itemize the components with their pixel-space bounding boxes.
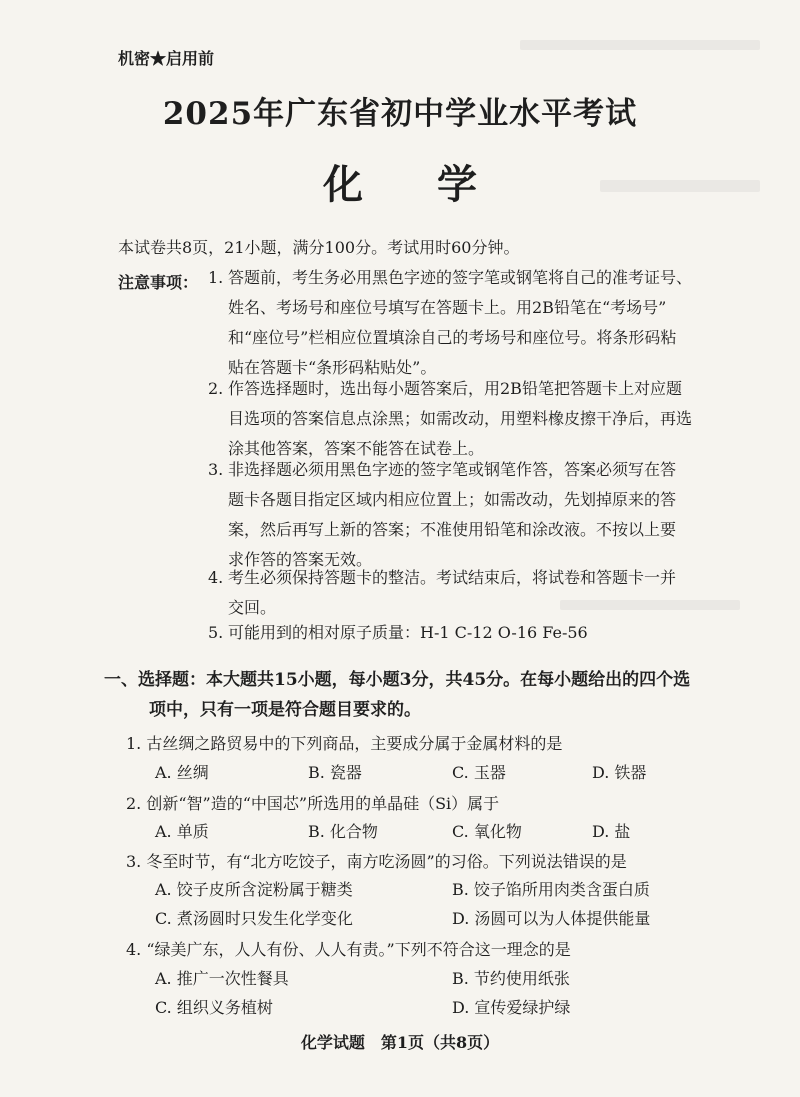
- note-item-5: [208, 618, 768, 648]
- note-number: 2.: [208, 379, 224, 398]
- question-4-option-c[interactable]: C. 组织义务植树: [155, 998, 273, 1017]
- note-item-3: [208, 455, 768, 575]
- question-3-option-d[interactable]: D. 汤圆可以为人体提供能量: [452, 909, 651, 928]
- question-2-stem: 2. 创新“智”造的“中国芯”所选用的单晶硅（Si）属于: [126, 794, 500, 813]
- note-number: 4.: [208, 568, 224, 587]
- question-2-option-d[interactable]: D. 盐: [592, 822, 631, 841]
- section-heading: [104, 665, 764, 725]
- note-line: 答题前，考生务必用黑色字迹的签字笔或钢笔将自己的准考证号、: [228, 268, 693, 287]
- question-3-option-c[interactable]: C. 煮汤圆时只发生化学变化: [155, 909, 353, 928]
- question-1-option-d[interactable]: D. 铁器: [592, 763, 647, 782]
- note-line: 求作答的答案无效。: [228, 550, 373, 569]
- note-line: 涂其他答案，答案不能答在试卷上。: [228, 439, 485, 458]
- question-3-stem: 3. 冬至时节，有“北方吃饺子，南方吃汤圆”的习俗。下列说法错误的是: [126, 852, 627, 871]
- note-number: 1.: [208, 268, 224, 287]
- note-line: 和“座位号”栏相应位置填涂自己的考场号和座位号。将条形码粘: [228, 328, 677, 347]
- confidential-label: 机密★启用前: [118, 49, 215, 68]
- bleed-through-mark: [520, 40, 760, 50]
- question-4-stem: 4. “绿美广东，人人有份、人人有责。”下列不符合这一理念的是: [126, 940, 571, 959]
- question-3-option-b[interactable]: B. 饺子馅所用肉类含蛋白质: [452, 880, 650, 899]
- note-line: 非选择题必须用黑色字迹的签字笔或钢笔作答，答案必须写在答: [228, 460, 677, 479]
- note-line: 考生必须保持答题卡的整洁。考试结束后，将试卷和答题卡一并: [228, 568, 677, 587]
- note-number: 5.: [208, 623, 224, 642]
- question-1-option-a[interactable]: A. 丝绸: [155, 763, 209, 782]
- question-2-option-c[interactable]: C. 氧化物: [452, 822, 522, 841]
- note-item-4: [208, 563, 768, 623]
- question-1-stem: 1. 古丝绸之路贸易中的下列商品，主要成分属于金属材料的是: [126, 734, 563, 753]
- note-line: 案，然后再写上新的答案；不准使用铅笔和涂改液。不按以上要: [228, 520, 677, 539]
- notes-label: 注意事项：: [118, 273, 199, 292]
- page-footer: 化学试题 第1页（共8页）: [300, 1033, 500, 1052]
- section-heading-line: 一、选择题：本大题共15小题，每小题3分，共45分。在每小题给出的四个选: [104, 670, 691, 690]
- subject-title: 化 学: [323, 161, 507, 208]
- exam-title: 2025年广东省初中学业水平考试: [162, 96, 638, 132]
- note-line: 作答选择题时，选出每小题答案后，用2B铅笔把答题卡上对应题: [228, 379, 682, 398]
- question-4-option-a[interactable]: A. 推广一次性餐具: [155, 969, 289, 988]
- note-line: 可能用到的相对原子质量：H-1 C-12 O-16 Fe-56: [228, 623, 588, 642]
- note-line: 贴在答题卡“条形码粘贴处”。: [228, 358, 437, 377]
- note-line: 题卡各题目指定区域内相应位置上；如需改动，先划掉原来的答: [228, 490, 677, 509]
- question-4-option-b[interactable]: B. 节约使用纸张: [452, 969, 570, 988]
- question-1-option-b[interactable]: B. 瓷器: [308, 763, 362, 782]
- question-2-option-a[interactable]: A. 单质: [155, 822, 209, 841]
- question-4-option-d[interactable]: D. 宣传爱绿护绿: [452, 998, 571, 1017]
- note-line: 姓名、考场号和座位号填写在答题卡上。用2B铅笔在“考场号”: [228, 298, 667, 317]
- note-line: 交回。: [228, 598, 277, 617]
- note-line: 目选项的答案信息点涂黑；如需改动，用塑料橡皮擦干净后，再选: [228, 409, 693, 428]
- section-heading-line: 项中，只有一项是符合题目要求的。: [149, 700, 421, 720]
- question-2-option-b[interactable]: B. 化合物: [308, 822, 378, 841]
- note-number: 3.: [208, 460, 224, 479]
- question-1-option-c[interactable]: C. 玉器: [452, 763, 506, 782]
- exam-intro: 本试卷共8页，21小题，满分100分。考试用时60分钟。: [118, 238, 520, 257]
- note-item-1: [208, 263, 768, 383]
- question-3-option-a[interactable]: A. 饺子皮所含淀粉属于糖类: [155, 880, 353, 899]
- note-item-2: [208, 374, 768, 464]
